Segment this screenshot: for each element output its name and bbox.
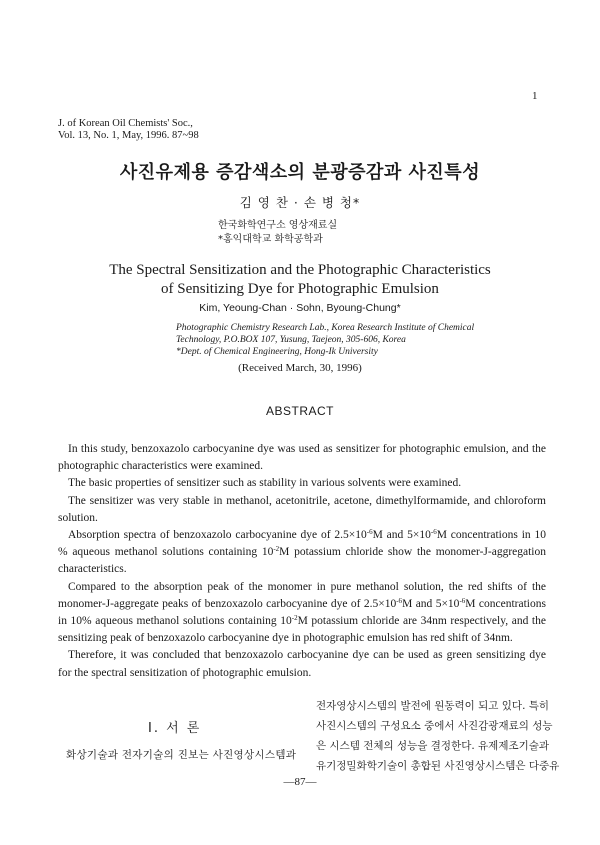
abstract-paragraph: The basic properties of sensitizer such as stability in various solvents were examined. (68, 477, 462, 490)
english-affiliations (176, 322, 474, 358)
abstract-paragraph: In this study, benzoxazolo carbocyanine dye was used as sensitizer for photographic emulsion, and the photographic characteristics were examined. (58, 443, 546, 473)
received-date: (Received March, 30, 1996) (238, 362, 362, 374)
abstract-paragraph: The sensitizer was very stable in methanol, acetonitrile, acetone, dimethylformamide, and chloroform solution. (58, 494, 546, 524)
korean-authors: 김 영 찬 · 손 병 청* (239, 195, 361, 210)
korean-title: 사진유제용 증감색소의 분광증감과 사진특성 (119, 162, 481, 183)
footer-page-number: —87— (283, 776, 317, 788)
journal-citation (58, 118, 199, 142)
body-line: 전자영상시스템의 발전에 원동력이 되고 있다. 특히 (316, 700, 550, 712)
english-title (0, 261, 600, 299)
abstract-paragraph: Absorption spectra of benzoxazolo carbocyanine dye of $2.5\times 10^{-6}M$ and $5\times 10^{-6}M$ concentrations in 10 % aqueous methanol solutions containing $10^{-2}M$ potassium chloride show the monomer-J-aggregation characteristics. (58, 528, 546, 576)
english-authors: Kim, Yeoung-Chan · Sohn, Byoung-Chung* (199, 302, 401, 314)
english-affiliation: Technology, P.O.BOX 107, Yusung, Taejeon, 305-606, Korea (176, 335, 406, 345)
journal-line: Vol. 13, No. 1, May, 1996. 87~98 (58, 130, 199, 141)
left-column-text: 화상기술과 전자기술의 진보는 사진영상시스템과 (66, 749, 297, 761)
english-affiliation: *Dept. of Chemical Engineering, Hong-Ik University (176, 347, 378, 357)
english-title-line: of Sensitizing Dye for Photographic Emulsion (161, 281, 439, 297)
abstract-body (58, 441, 546, 682)
korean-affiliation: *홍익대학교 화학공학과 (218, 234, 323, 245)
page-number: 1 (532, 90, 538, 102)
abstract-heading: ABSTRACT (265, 404, 334, 418)
journal-line: J. of Korean Oil Chemists' Soc., (58, 118, 193, 129)
body-line: 은 시스템 전체의 성능을 결정한다. 유제제조기술과 (316, 740, 550, 752)
right-column-text (316, 696, 560, 776)
body-line: 사진시스템의 구성요소 중에서 사진감광재료의 성능 (316, 720, 553, 732)
body-line: 유기정밀화학기술이 총합된 사진영상시스템은 다중유 (316, 760, 560, 772)
section-heading: I. 서 론 (148, 721, 202, 736)
korean-affiliations (218, 219, 337, 247)
english-affiliation: Photographic Chemistry Research Lab., Korea Research Institute of Chemical (176, 323, 475, 333)
korean-affiliation: 한국화학연구소 영상재료실 (218, 220, 338, 231)
abstract-paragraph: Compared to the absorption peak of the monomer in pure methanol solution, the red shifts of the monomer-J-aggregate peaks of benzoxazolo carbocyanine dye of $2.5\times 10^{-6}M$ and $5\times 10^{-6}M$ concentrations in 10% aqueous methanol solutions containing $10^{-2}M$ potassium chloride are 34nm respectively, and the sensitizing peak of benzoxazolo carbocyanine dye in photographic emulsion has red shift of 34nm. (58, 580, 546, 645)
abstract-paragraph: Therefore, it was concluded that benzoxazolo carbocyanine dye can be used as green sensitizing dye for the spectral sensitization of photographic emulsion. (58, 649, 546, 679)
english-title-line: The Spectral Sensitization and the Photographic Characteristics (109, 262, 491, 278)
